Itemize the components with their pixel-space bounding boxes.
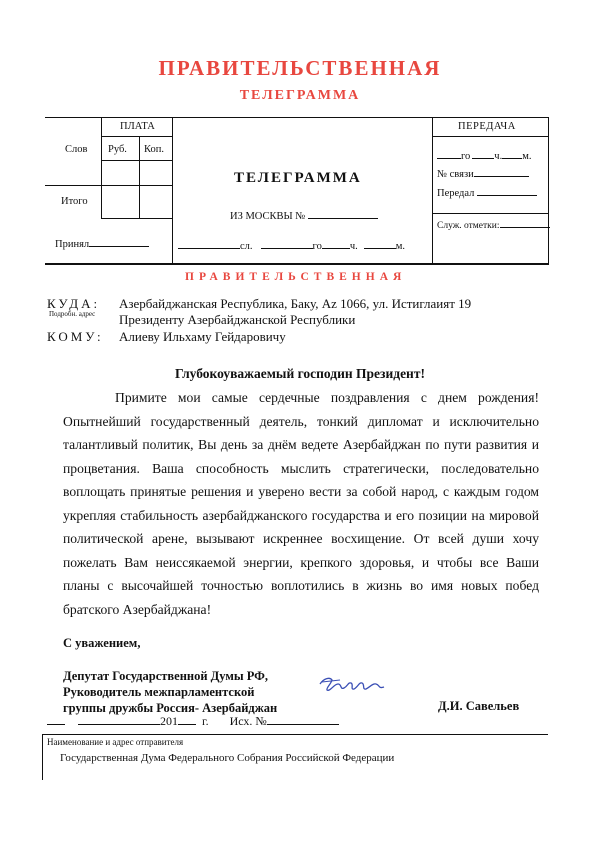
letter-body: Примите мои самые сердечные поздравления с днем рождения! Опытнейший государственный деятель, тонкий дипломат и исключительно талантливый политик, Вы день за днём ведете Азербайджан по пути развития и процветания. Ваша способность мыслить стратегически, последовательно воплощать принятые решения и уверено вести за собой народ, с каждым годом укрепляя стабильность азербайджанского государства и его позиции на мировой политической арене, вызывают искреннее восхищение. От всей души хочу пожелать Вам неиссякаемой энергии, крепкого здоровья, и чтобы все Ваши планы с высочайшей точностью воплотились в жизнь во имя новых побед братского Азербайджана! xyxy=(63,390,539,617)
kuda-line1: Азербайджанская Республика, Баку, Az 1066, ул. Истиглаият 19 xyxy=(119,296,472,311)
rub-label: Руб. xyxy=(108,144,127,155)
signer-name: Д.И. Савельев xyxy=(438,699,520,713)
komu-value: Алиеву Ильхаму Гейдаровичу xyxy=(119,329,286,344)
header-title: ПРАВИТЕЛЬСТВЕННАЯ xyxy=(158,56,442,80)
header-subtitle: ТЕЛЕГРАММА xyxy=(239,88,361,103)
time-line: сл. го ч. м. xyxy=(178,238,405,252)
from-moscow-field: ИЗ МОСКВЫ № xyxy=(230,208,378,222)
greeting: Глубокоуважаемый господин Президент! xyxy=(175,366,425,381)
no-svyazi-field: № связи xyxy=(437,166,529,180)
sender-label: Наименование и адрес отправителя xyxy=(47,737,184,747)
peredacha-time: го ч. м. xyxy=(437,148,531,162)
sender-name: Государственная Дума Федерального Собрания Российской Федерации xyxy=(60,752,395,764)
itogo-label: Итого xyxy=(61,196,88,207)
sluzh-field: Служ. отметки: xyxy=(437,218,550,231)
kop-label: Коп. xyxy=(144,144,164,155)
plata-label: ПЛАТА xyxy=(120,121,155,132)
kuda-line2: Президенту Азербайджанской Республики xyxy=(119,312,356,327)
handwritten-signature xyxy=(318,674,388,696)
slov-label: Слов xyxy=(65,144,88,155)
podrobn-label: Подробн. адрес xyxy=(49,310,96,318)
date-line: 201 г. Исх. № xyxy=(47,714,339,729)
form-center-title: ТЕЛЕГРАММА xyxy=(234,170,362,186)
signature-title: Депутат Государственной Думы РФ, Руководитель межпарламентской группы дружбы Россия- Азербайджан xyxy=(63,669,278,715)
regards: С уважением, xyxy=(63,636,141,650)
kuda-label: КУДА: xyxy=(47,296,101,311)
peredacha-label: ПЕРЕДАЧА xyxy=(458,121,516,132)
komu-label: КОМУ: xyxy=(47,329,104,344)
peredal-field: Передал xyxy=(437,185,537,199)
prinyal-label: Принял xyxy=(55,236,149,250)
banner: ПРАВИТЕЛЬСТВЕННАЯ xyxy=(185,271,407,283)
